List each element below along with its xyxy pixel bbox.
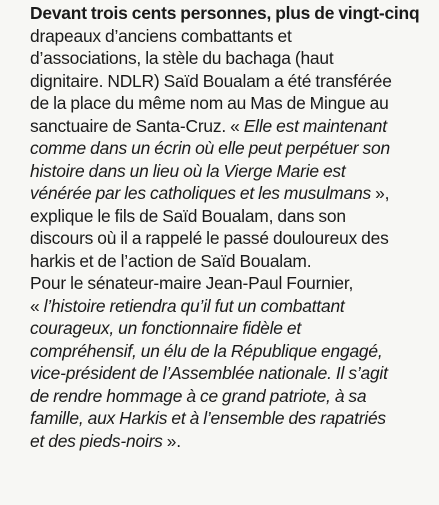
quote-text: courageux, un fonctionnaire fidèle et (30, 318, 301, 338)
article-line (30, 317, 433, 340)
article-line (30, 115, 433, 138)
quote-text: et des pieds-noirs (30, 430, 163, 451)
article-line (30, 250, 433, 273)
article-line (30, 362, 433, 385)
article-line (30, 295, 433, 318)
article-body (30, 2, 433, 452)
quote-text: l’histoire retiendra qu’il fut un combattant (43, 295, 345, 316)
lead-text: Devant trois cents personnes, plus de vingt-cinq (30, 3, 420, 23)
article-line (30, 70, 433, 93)
quote-text: famille, aux Harkis et à l’ensemble des rapatriés (30, 408, 386, 428)
body-text: de la place du même nom au Mas de Mingue au (30, 93, 389, 113)
body-text: « (30, 295, 44, 316)
article-line (30, 385, 433, 408)
body-text: discours où il a rappelé le passé douloureux des (30, 228, 389, 248)
article-line (30, 205, 433, 228)
article-line (30, 25, 433, 48)
body-text: drapeaux d’anciens combattants et (30, 25, 292, 46)
body-text: harkis et de l’action de Saïd Boualam. (30, 250, 312, 271)
quote-text: vénérée par les catholiques et les musulmans (30, 183, 372, 203)
quote-text: Elle est maintenant (243, 115, 387, 136)
body-text: d’associations, la stèle du bachaga (haut (30, 48, 334, 68)
article-line (30, 430, 433, 453)
article-line (30, 182, 433, 205)
quote-text: de rendre hommage à ce grand patriote, à sa (30, 385, 367, 406)
quote-text: vice-président de l’Assemblée nationale. Il s’agit (30, 363, 388, 383)
body-text: explique le fils de Saïd Boualam, dans son (30, 205, 346, 226)
article-line (30, 160, 433, 183)
article-line (30, 407, 433, 430)
article-line (30, 227, 433, 250)
body-text: Pour le sénateur-maire Jean-Paul Fournier, (30, 273, 354, 293)
quote-text: compréhensif, un élu de la République engagé, (30, 340, 383, 361)
body-text: dignitaire. NDLR) Saïd Boualam a été transférée (30, 70, 392, 91)
body-text: ». (162, 430, 181, 451)
article-line (30, 137, 433, 160)
article-line (30, 2, 433, 25)
article-line (30, 47, 433, 70)
quote-text: histoire dans un lieu où la Vierge Marie est (30, 160, 346, 181)
body-text: », (371, 183, 390, 203)
article-line (30, 272, 433, 295)
article-line (30, 92, 433, 115)
quote-text: comme dans un écrin où elle peut perpétuer son (30, 138, 390, 158)
body-text: sanctuaire de Santa-Cruz. « (30, 115, 244, 136)
article-line (30, 340, 433, 363)
